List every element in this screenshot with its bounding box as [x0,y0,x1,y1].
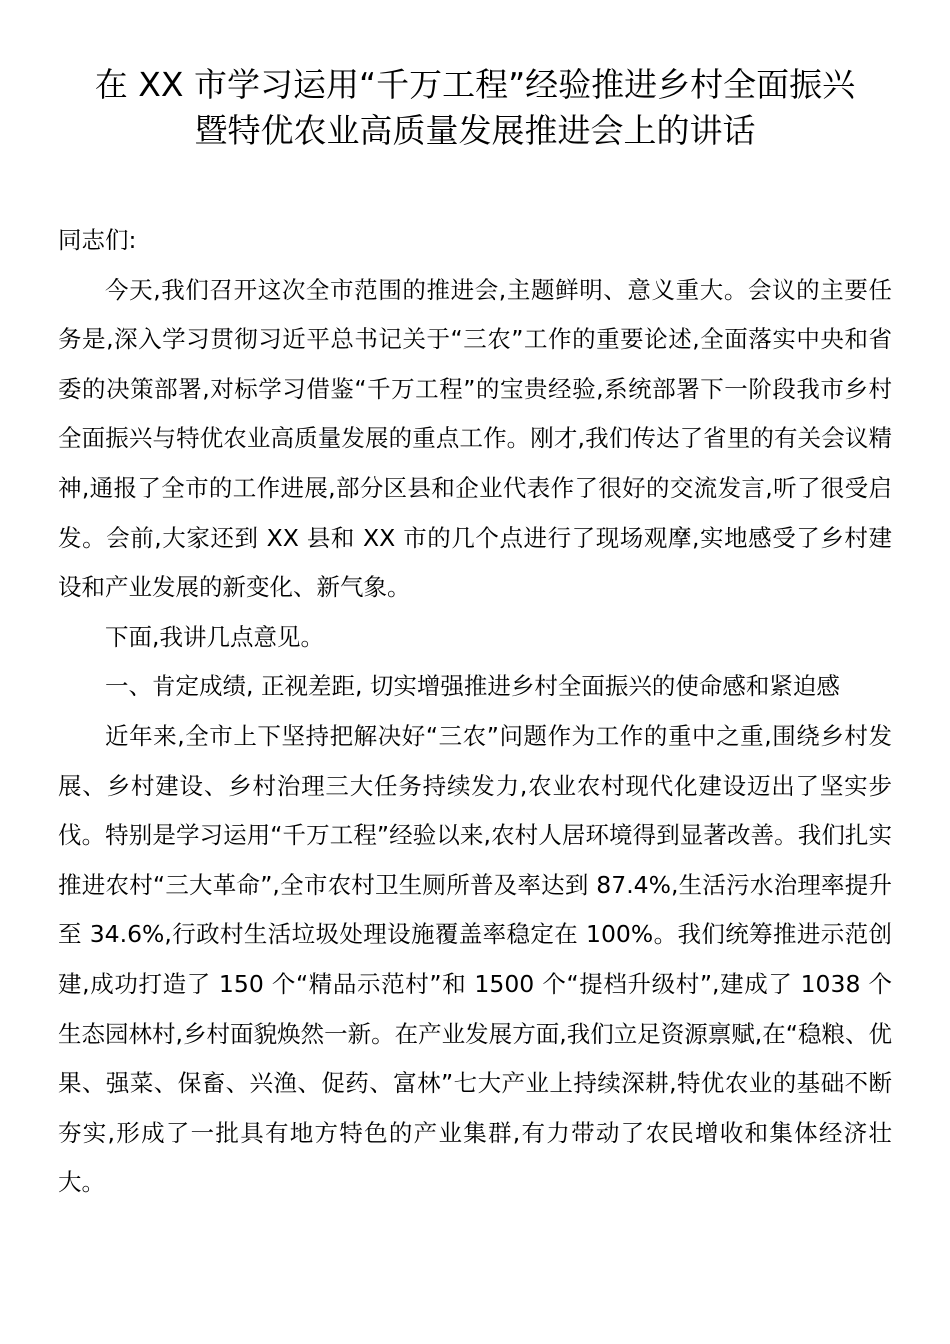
paragraph-transition: 下面,我讲几点意见。 [105,622,324,651]
paragraph-opening: 今天,我们召开这次全市范围的推进会,主题鲜明、意义重大。会议的主要任务是,深入学习贯彻习近平总书记关于“三农”工作的重要论述,全面落实中央和省委的决策部署,对标学习借鉴“千万工程”的宝贵经验,系统部署下一阶段我市乡村全面振兴与特优农业高质量发展的重点工作。刚才,我们传达了省里的有关会议精神,通报了全市的工作进展,部分区县和企业代表作了很好的交流发言,听了很受启发。会前,大家还到 XX 县和 XX 市的几个点进行了现场观摩,实地感受了乡村建设和产业发展的新变化、新气象。 [58,275,892,602]
paragraph-achievements: 近年来,全市上下坚持把解决好“三农”问题作为工作的重中之重,围绕乡村发展、乡村建设、乡村治理三大任务持续发力,农业农村现代化建设迈出了坚实步伐。特别是学习运用“千万工程”经验以来,农村人居环境得到显著改善。我们扎实推进农村“三大革命”,全市农村卫生厕所普及率达到 87.4%,生活污水治理率提升至 34.6%,行政村生活垃圾处理设施覆盖率稳定在 100%。我们统筹推进示范创建,成功打造了 150 个“精品示范村”和 1500 个“提档升级村”,建成了 1038 个生态园林村,乡村面貌焕然一新。在产业发展方面,我们立足资源禀赋,在“稳粮、优果、强菜、保畜、兴渔、促药、富林”七大产业上持续深耕,特优农业的基础不断夯实,形成了一批具有地方特色的产业集群,有力带动了农民增收和集体经济壮大。 [58,721,892,1197]
title-line-2: 暨特优农业高质量发展推进会上的讲话 [194,111,756,150]
title-line-1: 在 XX 市学习运用“千万工程”经验推进乡村全面振兴 [94,65,856,104]
salutation: 同志们: [58,226,137,254]
document-title [58,62,892,154]
document-body [58,216,892,1208]
section-heading-1: 一、肯定成绩, 正视差距, 切实增强推进乡村全面振兴的使命感和紧迫感 [105,672,840,701]
